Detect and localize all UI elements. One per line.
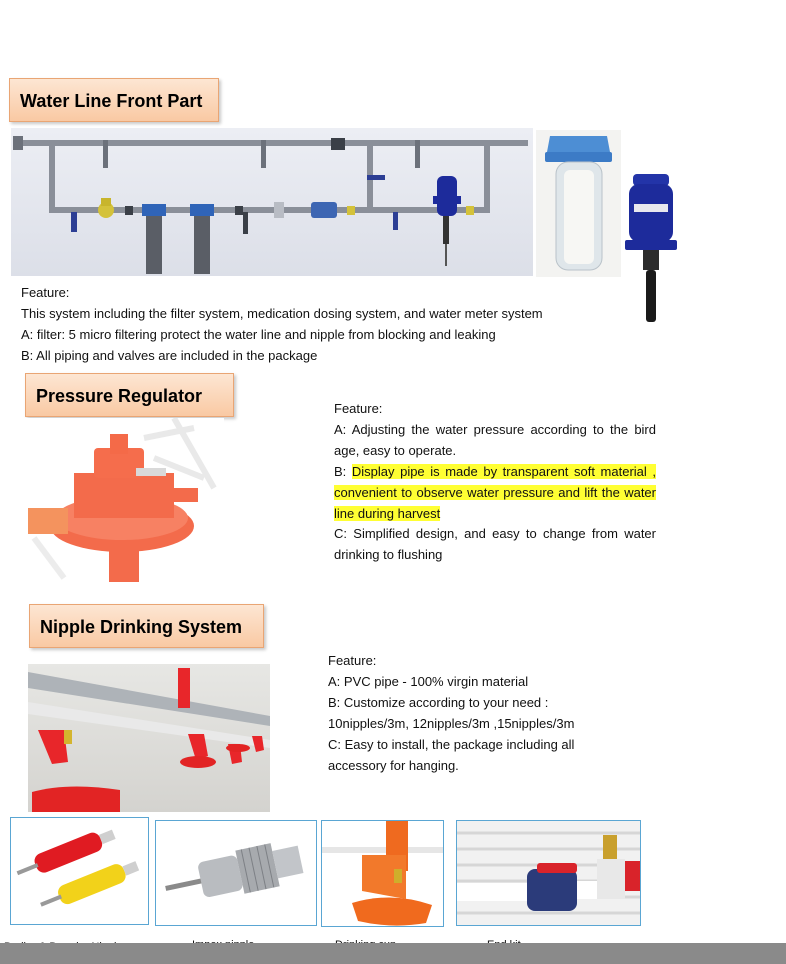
filter-housing-image	[536, 130, 621, 277]
nipple-feature-label: Feature:	[328, 653, 377, 668]
nipple-feature-line: 10nipples/3m, 12nipples/3m ,15nipples/3m	[328, 716, 575, 731]
impex-nipple-image	[155, 820, 317, 926]
dosing-pump-image	[621, 168, 681, 326]
drinking-cup-image	[321, 820, 444, 927]
bottom-bar	[0, 943, 786, 964]
broiler-breeder-nipple-image	[10, 817, 149, 925]
section-title-pressure-regulator: Pressure Regulator	[25, 373, 234, 417]
section-title-water-line: Water Line Front Part	[9, 78, 219, 122]
pressure-regulator-image	[24, 418, 224, 588]
water-line-feature-line: This system including the filter system, medication dosing system, and water meter system	[21, 306, 543, 321]
end-kit-image	[456, 820, 641, 926]
nipple-feature-line: A: PVC pipe - 100% virgin material	[328, 674, 529, 689]
water-line-feature-line: A: filter: 5 micro filtering protect the water line and nipple from blocking and leaking	[21, 327, 496, 342]
pressure-feature-label: Feature:	[334, 401, 383, 416]
nipple-feature-line: C: Easy to install, the package including all	[328, 737, 575, 752]
water-line-feature-line: B: All piping and valves are included in the package	[21, 348, 318, 363]
pressure-feature-b	[334, 461, 656, 524]
pressure-feature-b-highlight: Display pipe is made by transparent soft material , convenient to observe water pressure and lift the water line during harvest	[334, 464, 656, 521]
nipple-drinking-line-image	[28, 664, 270, 812]
pressure-feature-a: A: Adjusting the water pressure according to the bird age, easy to operate.	[334, 422, 656, 458]
section-title-nipple-drinking: Nipple Drinking System	[29, 604, 264, 648]
water-line-feature-label: Feature:	[21, 285, 70, 300]
pressure-feature-b-prefix: B:	[334, 464, 352, 479]
pressure-feature-c: C: Simplified design, and easy to change from water drinking to flushing	[334, 526, 656, 562]
nipple-feature-line: B: Customize according to your need :	[328, 695, 549, 710]
water-line-system-image	[11, 128, 533, 276]
nipple-feature-line: accessory for hanging.	[328, 758, 459, 773]
